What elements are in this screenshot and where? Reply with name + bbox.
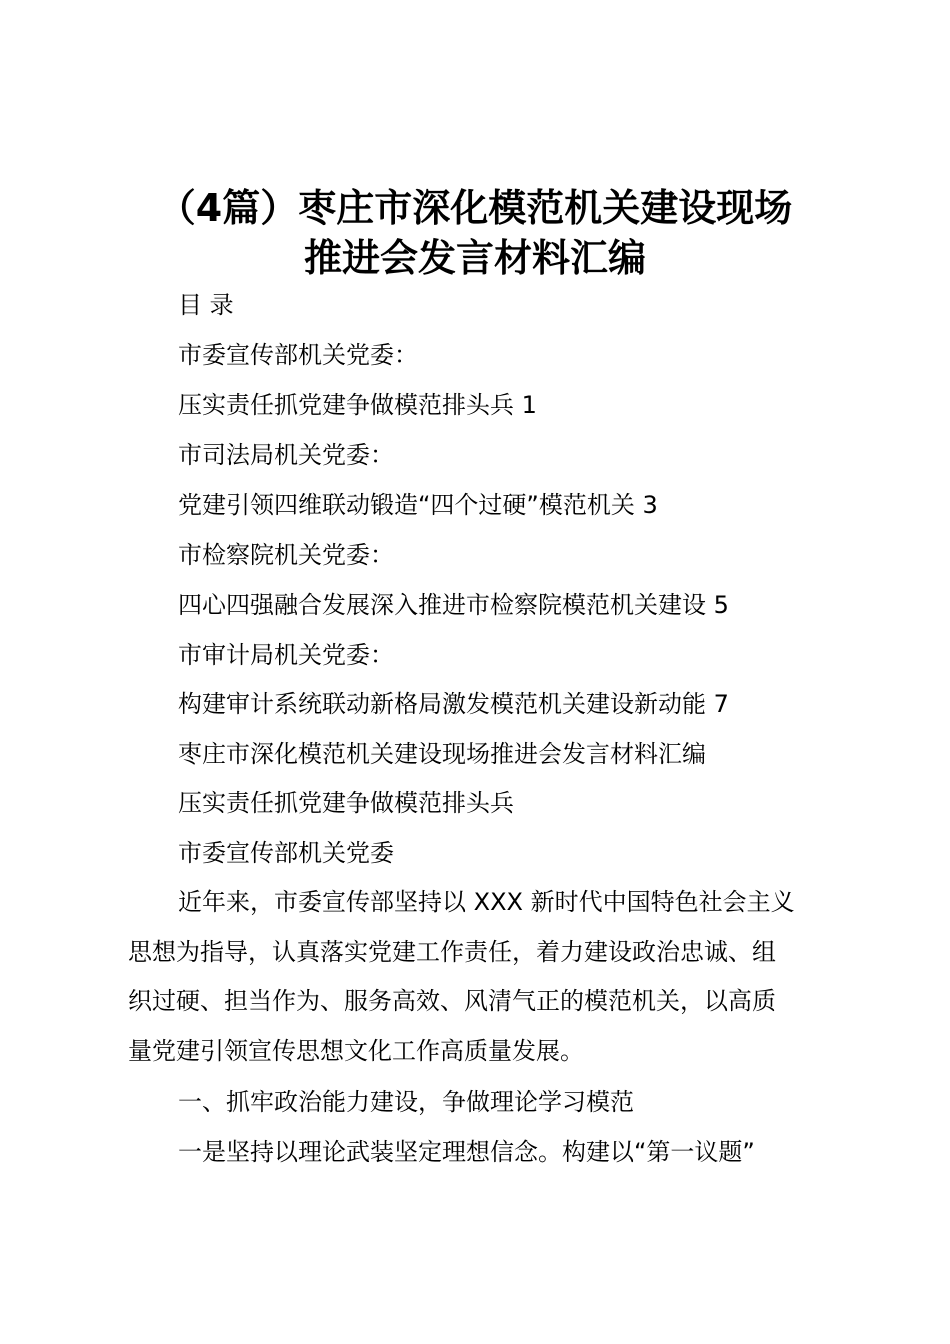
toc-heading: 目 录 [178, 291, 234, 319]
intro-line: 织过硬、担当作为、服务高效、风清气正的模范机关，以高质 [128, 987, 776, 1015]
toc-entry: 四心四强融合发展深入推进市检察院模范机关建设 5 [178, 591, 729, 619]
intro-line: 思想为指导，认真落实党建工作责任，着力建设政治忠诚、组 [128, 938, 776, 966]
article-title: 压实责任抓党建争做模范排头兵 [178, 789, 514, 817]
intro-line: 量党建引领宣传思想文化工作高质量发展。 [128, 1037, 584, 1065]
toc-entry: 市委宣传部机关党委： [178, 341, 418, 369]
toc-entry: 构建审计系统联动新格局激发模范机关建设新动能 7 [178, 690, 729, 718]
toc-entry: 市审计局机关党委： [178, 641, 394, 669]
section-heading: 一、抓牢政治能力建设，争做理论学习模范 [178, 1088, 634, 1116]
toc-entry: 压实责任抓党建争做模范排头兵 1 [178, 391, 537, 419]
document-title-line-1: （4篇）枣庄市深化模范机关建设现场 [157, 186, 793, 230]
section-title: 枣庄市深化模范机关建设现场推进会发言材料汇编 [178, 740, 706, 768]
document-title-line-2: 推进会发言材料汇编 [303, 236, 646, 280]
toc-entry: 党建引领四维联动锻造“四个过硬”模范机关 3 [178, 491, 658, 519]
article-author: 市委宣传部机关党委 [178, 839, 394, 867]
body-paragraph-start: 一是坚持以理论武装坚定理想信念。构建以“第一议题” [178, 1138, 755, 1166]
toc-entry: 市司法局机关党委： [178, 441, 394, 469]
toc-entry: 市检察院机关党委： [178, 541, 394, 569]
intro-line: 近年来，市委宣传部坚持以 XXX 新时代中国特色社会主义 [178, 888, 795, 916]
